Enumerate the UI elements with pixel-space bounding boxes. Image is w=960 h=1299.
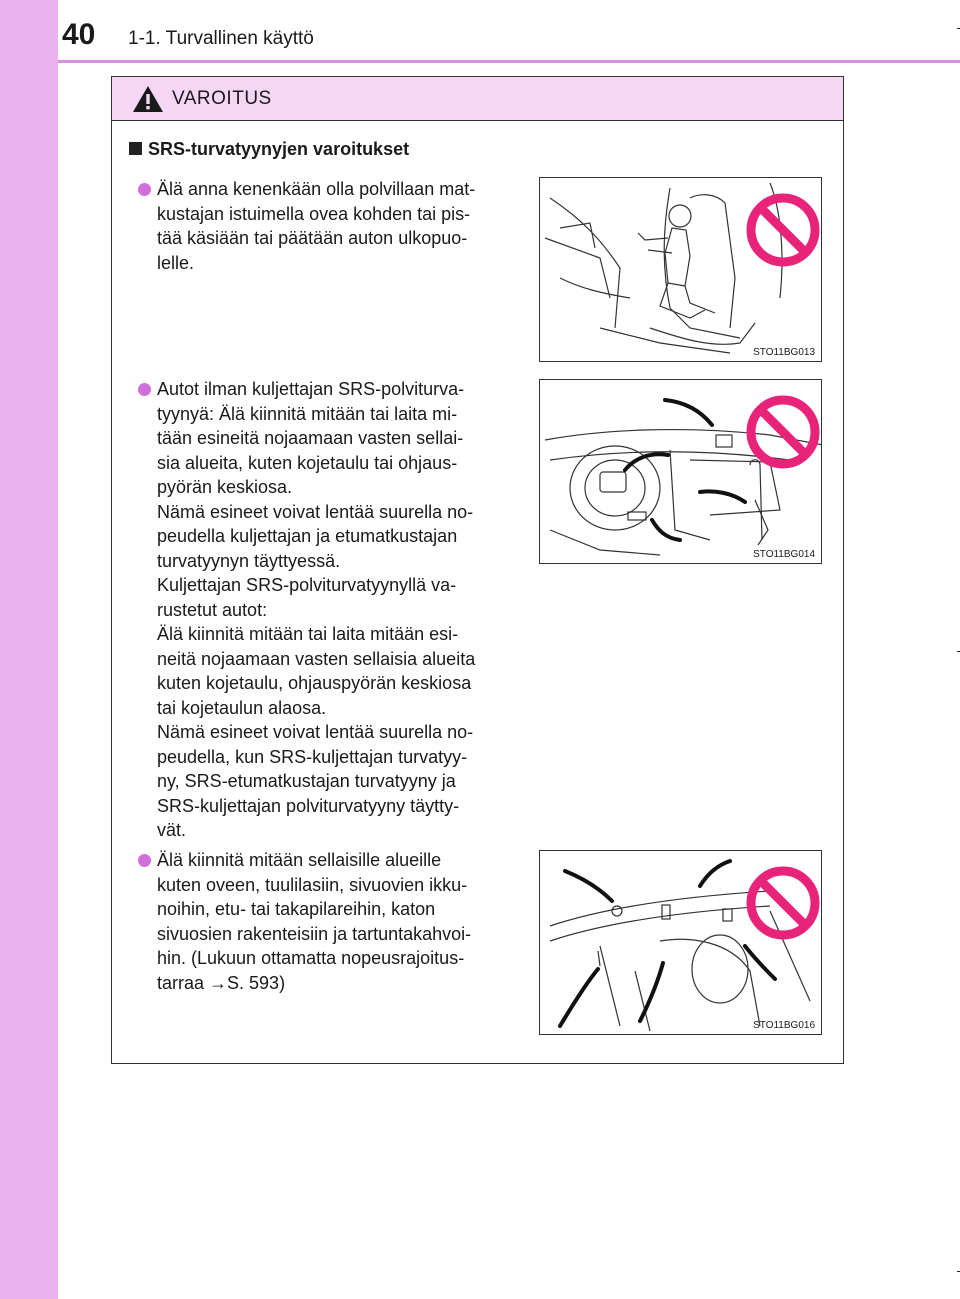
warning-item-1 bbox=[138, 177, 520, 275]
warning-item-2 bbox=[138, 377, 520, 843]
warning-item-text: Älä anna kenenkään olla polvillaan mat- kustajan istuimella ovea kohden tai pis- tää käsiään tai päätään auton ulkopuo- lelle. bbox=[157, 179, 476, 273]
warning-item-3 bbox=[138, 848, 520, 995]
warning-item-text: Älä kiinnitä mitään sellaisille alueille kuten oveen, tuulilasiin, sivuovien ikku- noihin, etu- tai takapilareihin, katon sivuosien rakenteisiin ja tartuntakahvoi- hin. (Lukuun ottamatta nopeusrajoitus- tarraa →S. 593) bbox=[157, 850, 472, 993]
circle-bullet-icon bbox=[138, 854, 151, 867]
warning-label: VAROITUS bbox=[172, 88, 272, 109]
figure-code: STO11BG013 bbox=[753, 347, 815, 358]
figure-code: STO11BG014 bbox=[753, 549, 815, 560]
warning-item-text: Autot ilman kuljettajan SRS-polviturva- tyynyä: Älä kiinnitä mitään tai laita mi- tään esineitä nojaamaan vasten sellai- sia alueita, kuten kojetaulu tai ohjaus- pyörän keskiosa. Nämä esineet voivat lentää suurella no- peudella kuljettajan ja etumatkustajan turvatyynyn täyttyessä. Kuljettajan SRS-polviturvatyynyllä va- rustetut autot: Älä kiinnitä mitään tai laita mitään esi- neitä nojaamaan vasten sellaisia alueita kuten kojetaulu, ohjauspyörän keskiosa tai kojetaulun alaosa. Nämä esineet voivat lentää suurella no- peudella, kun SRS-kuljettajan turvatyy- ny, SRS-etumatkustajan turvatyyny ja SRS-kuljettajan polviturvatyyny täytty- vät. bbox=[157, 379, 476, 840]
chapter-sidebar-tab bbox=[0, 0, 58, 1299]
subheading bbox=[129, 137, 409, 161]
figure-cabin-accessories bbox=[539, 850, 822, 1035]
cabin-accessories-illustration bbox=[540, 851, 822, 1035]
section-title: 1-1. Turvallinen käyttö bbox=[128, 28, 314, 49]
figure-dashboard-objects bbox=[539, 379, 822, 564]
subheading-text: SRS-turvatyynyjen varoitukset bbox=[148, 139, 410, 159]
figure-child-kneeling bbox=[539, 177, 822, 362]
warning-header bbox=[112, 77, 843, 121]
warning-triangle-icon bbox=[132, 85, 164, 113]
child-kneeling-on-seat-illustration bbox=[540, 178, 822, 362]
warning-box bbox=[111, 76, 844, 1064]
header-divider bbox=[58, 60, 960, 63]
circle-bullet-icon bbox=[138, 383, 151, 396]
circle-bullet-icon bbox=[138, 183, 151, 196]
figure-code: STO11BG016 bbox=[753, 1020, 815, 1031]
page-number: 40 bbox=[62, 18, 96, 51]
dashboard-objects-illustration bbox=[540, 380, 822, 564]
square-bullet-icon bbox=[129, 142, 142, 155]
